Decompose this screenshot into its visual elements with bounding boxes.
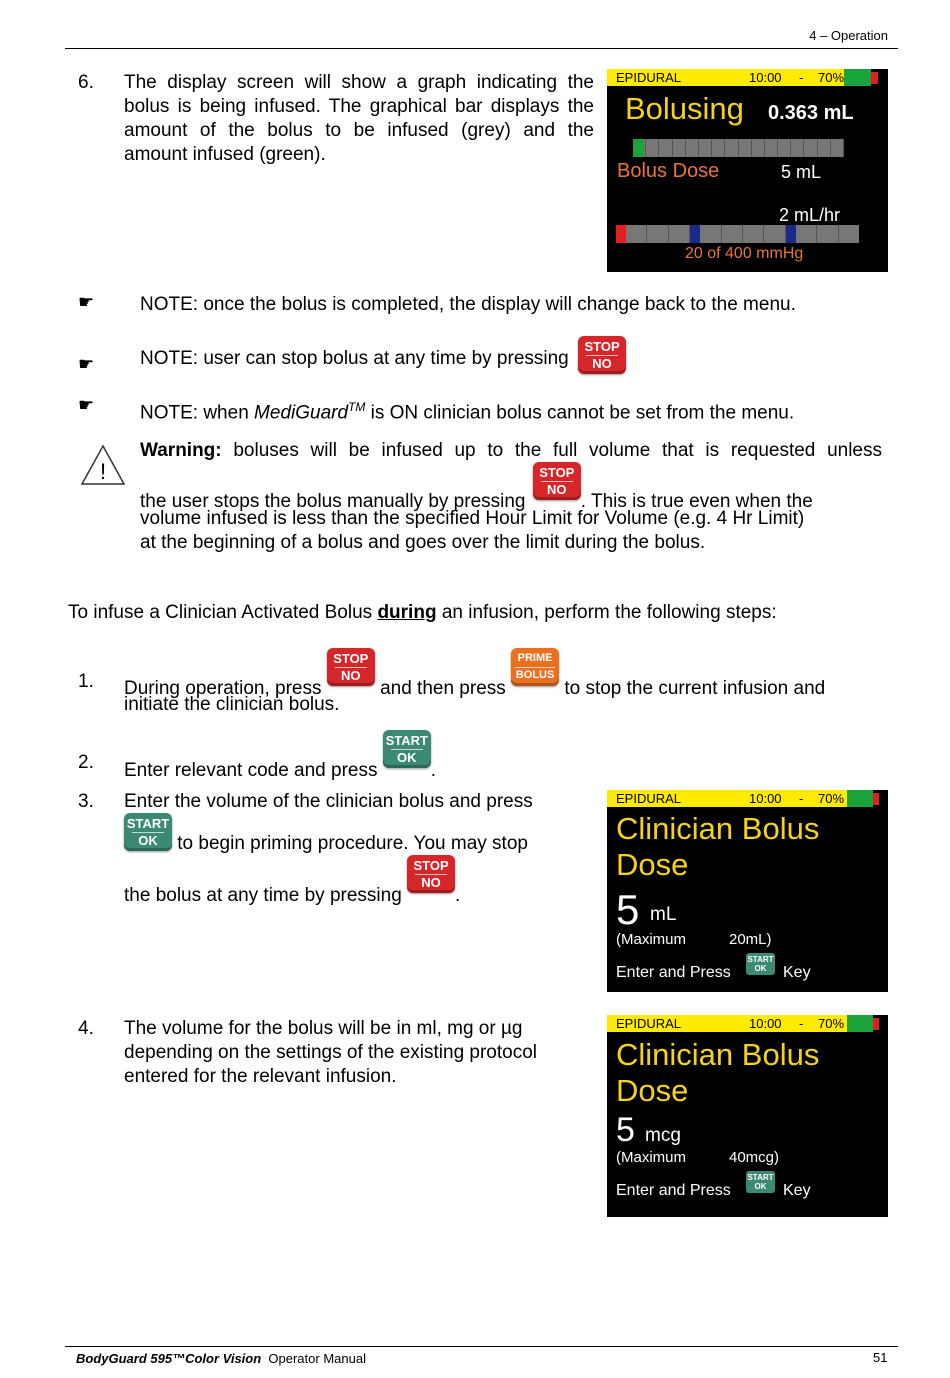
warning-text-4: volume infused is less than the specified Hour Limit for Volume (e.g. 4 Hr Limit) [140, 508, 805, 529]
screen-title: Bolusing [625, 91, 744, 126]
battery-tip-icon [873, 1018, 879, 1030]
separator: - [799, 1016, 804, 1031]
intro-emphasis: during [377, 602, 437, 623]
warning-triangle-icon [80, 444, 126, 486]
enter-and-press-label: Enter and Press [616, 1182, 731, 1199]
mode-label: EPIDURAL [616, 70, 682, 85]
mediguard-brand: MediGuard [254, 402, 349, 424]
note-1: NOTE: once the bolus is completed, the display will change back to the menu. [140, 294, 796, 315]
product-name: BodyGuard 595™Color Vision [76, 1351, 262, 1366]
step-6-number: 6. [78, 72, 94, 93]
battery-level: 70% [818, 70, 845, 85]
step-1-text-c: to stop the current infusion and [564, 678, 826, 700]
svg-text:!: ! [99, 459, 107, 484]
maximum-label: (Maximum [616, 1149, 686, 1166]
step-1-line-1 [124, 648, 826, 700]
clock: 10:00 [749, 70, 782, 85]
note-3 [140, 395, 794, 425]
button-label: START [747, 1173, 774, 1182]
document-name: Operator Manual [268, 1351, 366, 1366]
button-label: NO [415, 874, 447, 890]
warning-text-2: the user stops the bolus manually by pressing [140, 491, 526, 513]
stop-no-button-icon [327, 648, 375, 686]
button-label: OK [754, 1182, 767, 1191]
pointing-hand-icon: ☛ [78, 292, 95, 312]
page-number: 51 [873, 1350, 888, 1365]
infusion-rate: 2 mL/hr [779, 205, 841, 225]
bolus-dose-label: Bolus Dose [617, 160, 720, 182]
dose-value: 5 [616, 1111, 635, 1149]
maximum-label: (Maximum [616, 931, 686, 948]
note-3-pre: NOTE: when [140, 402, 255, 424]
battery-icon [844, 69, 871, 86]
start-ok-key-icon [746, 953, 775, 975]
footer-title [76, 1351, 366, 1366]
step-3-line-2 [124, 813, 528, 855]
note-3-post: is ON clinician bolus cannot be set from the menu. [365, 402, 795, 424]
step-3-text-c: the bolus at any time by pressing [124, 885, 402, 907]
button-label: STOP [539, 465, 575, 480]
dose-unit: mL [650, 904, 677, 925]
battery-level: 70% [818, 791, 845, 806]
start-ok-button-icon [124, 813, 172, 851]
maximum-value: 40mcg) [729, 1149, 780, 1166]
pointing-hand-icon: ☛ [78, 354, 95, 374]
step-3-number: 3. [78, 791, 94, 812]
step-3-text-a: Enter the volume of the clinician bolus and press [124, 791, 533, 812]
screen-title-line-1: Clinician Bolus [616, 811, 820, 846]
battery-tip-icon [873, 793, 879, 805]
separator: - [799, 70, 804, 85]
intro-post: an infusion, perform the following steps: [436, 602, 777, 623]
dose-value: 5 [616, 886, 640, 933]
procedure-intro [68, 601, 777, 625]
header-rule [65, 48, 898, 49]
step-3-text-b: to begin priming procedure. You may stop [177, 833, 528, 855]
dose-unit: mcg [645, 1125, 681, 1146]
step-1-text-a: During operation, press [124, 678, 322, 700]
clinician-bolus-ml-screen [607, 790, 888, 992]
status-bar [607, 1015, 847, 1032]
step-2-line [124, 730, 437, 782]
button-label: NO [586, 355, 618, 371]
step-1-text-b: and then press [380, 678, 506, 700]
button-label: STOP [413, 858, 449, 873]
step-2-number: 2. [78, 752, 94, 773]
battery-level: 70% [818, 1016, 845, 1031]
mode-label: EPIDURAL [616, 791, 682, 806]
trademark: TM [348, 400, 366, 414]
stop-no-button-icon [407, 855, 455, 893]
button-label: START [747, 955, 774, 964]
screen-title-line-2: Dose [616, 1073, 689, 1108]
mode-label: EPIDURAL [616, 1016, 682, 1031]
step-1-text-d: initiate the clinician bolus. [124, 694, 340, 715]
button-label: START [126, 816, 170, 831]
step-4-text: The volume for the bolus will be in ml, mg or µg depending on the settings of the existing protocol entered for the relevant infusion. [124, 1018, 538, 1087]
bolus-progress-fill [633, 139, 644, 157]
status-bar [607, 69, 844, 86]
clinician-bolus-mcg-screen [607, 1015, 888, 1217]
pressure-bar [616, 225, 859, 243]
separator: - [799, 791, 804, 806]
step-3-text-d: . [455, 885, 461, 907]
button-label: STOP [333, 651, 369, 666]
screen-title-line-2: Dose [616, 847, 689, 882]
button-label: OK [391, 749, 423, 765]
status-bar [607, 790, 847, 807]
step-1-number: 1. [78, 671, 94, 692]
pointing-hand-icon: ☛ [78, 395, 95, 415]
button-label: OK [754, 964, 767, 973]
section-header: 4 – Operation [809, 28, 888, 43]
button-label: OK [132, 832, 164, 848]
prime-bolus-button-icon [511, 648, 559, 686]
pressure-readout: 20 of 400 mmHg [685, 245, 804, 262]
bolusing-screen [607, 69, 888, 272]
button-label: STOP [584, 339, 620, 354]
footer-rule [65, 1346, 898, 1347]
maximum-value: 20mL) [729, 931, 772, 948]
screen-title-line-1: Clinician Bolus [616, 1037, 820, 1072]
note-2 [140, 336, 626, 374]
step-3-line-3 [124, 855, 461, 907]
button-label: PRIME [517, 652, 553, 664]
warning-label: Warning: [140, 440, 222, 461]
note-2-text: NOTE: user can stop bolus at any time by pressing [140, 348, 569, 369]
key-label: Key [783, 1182, 811, 1199]
bolus-progress-bar [633, 139, 844, 157]
stop-no-button-icon [533, 462, 581, 500]
start-ok-button-icon [383, 730, 431, 768]
battery-icon [847, 1015, 873, 1032]
button-label: NO [335, 667, 367, 683]
clock: 10:00 [749, 791, 782, 806]
button-label: START [385, 733, 428, 748]
infused-volume: 0.363 mL [768, 102, 854, 124]
button-label: NO [541, 481, 573, 497]
step-4-number: 4. [78, 1018, 94, 1039]
intro-pre: To infuse a Clinician Activated Bolus [68, 602, 378, 623]
step-6-text: The display screen will show a graph indicating the bolus is being infused. The graphical bar displays the amount of the bolus to be infused (grey) and the amount infused (green). [124, 72, 594, 165]
stop-no-button-icon [578, 336, 626, 374]
battery-icon [847, 790, 873, 807]
warning-line-1 [140, 439, 882, 463]
key-label: Key [783, 964, 811, 981]
step-2-text-b: . [430, 760, 437, 782]
clock: 10:00 [749, 1016, 782, 1031]
battery-tip-icon [871, 72, 878, 84]
warning-text-3: . This is true even when the [580, 491, 813, 513]
bolus-dose-value: 5 mL [781, 162, 822, 182]
enter-and-press-label: Enter and Press [616, 964, 731, 981]
step-2-text-a: Enter relevant code and press [124, 760, 378, 782]
button-label: BOLUS [515, 669, 555, 681]
warning-line-2 [140, 462, 882, 513]
start-ok-key-icon [746, 1171, 775, 1193]
warning-text-5: at the beginning of a bolus and goes over the limit during the bolus. [140, 532, 706, 553]
warning-text-1: boluses will be infused up to the full volume that is requested unless [221, 440, 882, 461]
